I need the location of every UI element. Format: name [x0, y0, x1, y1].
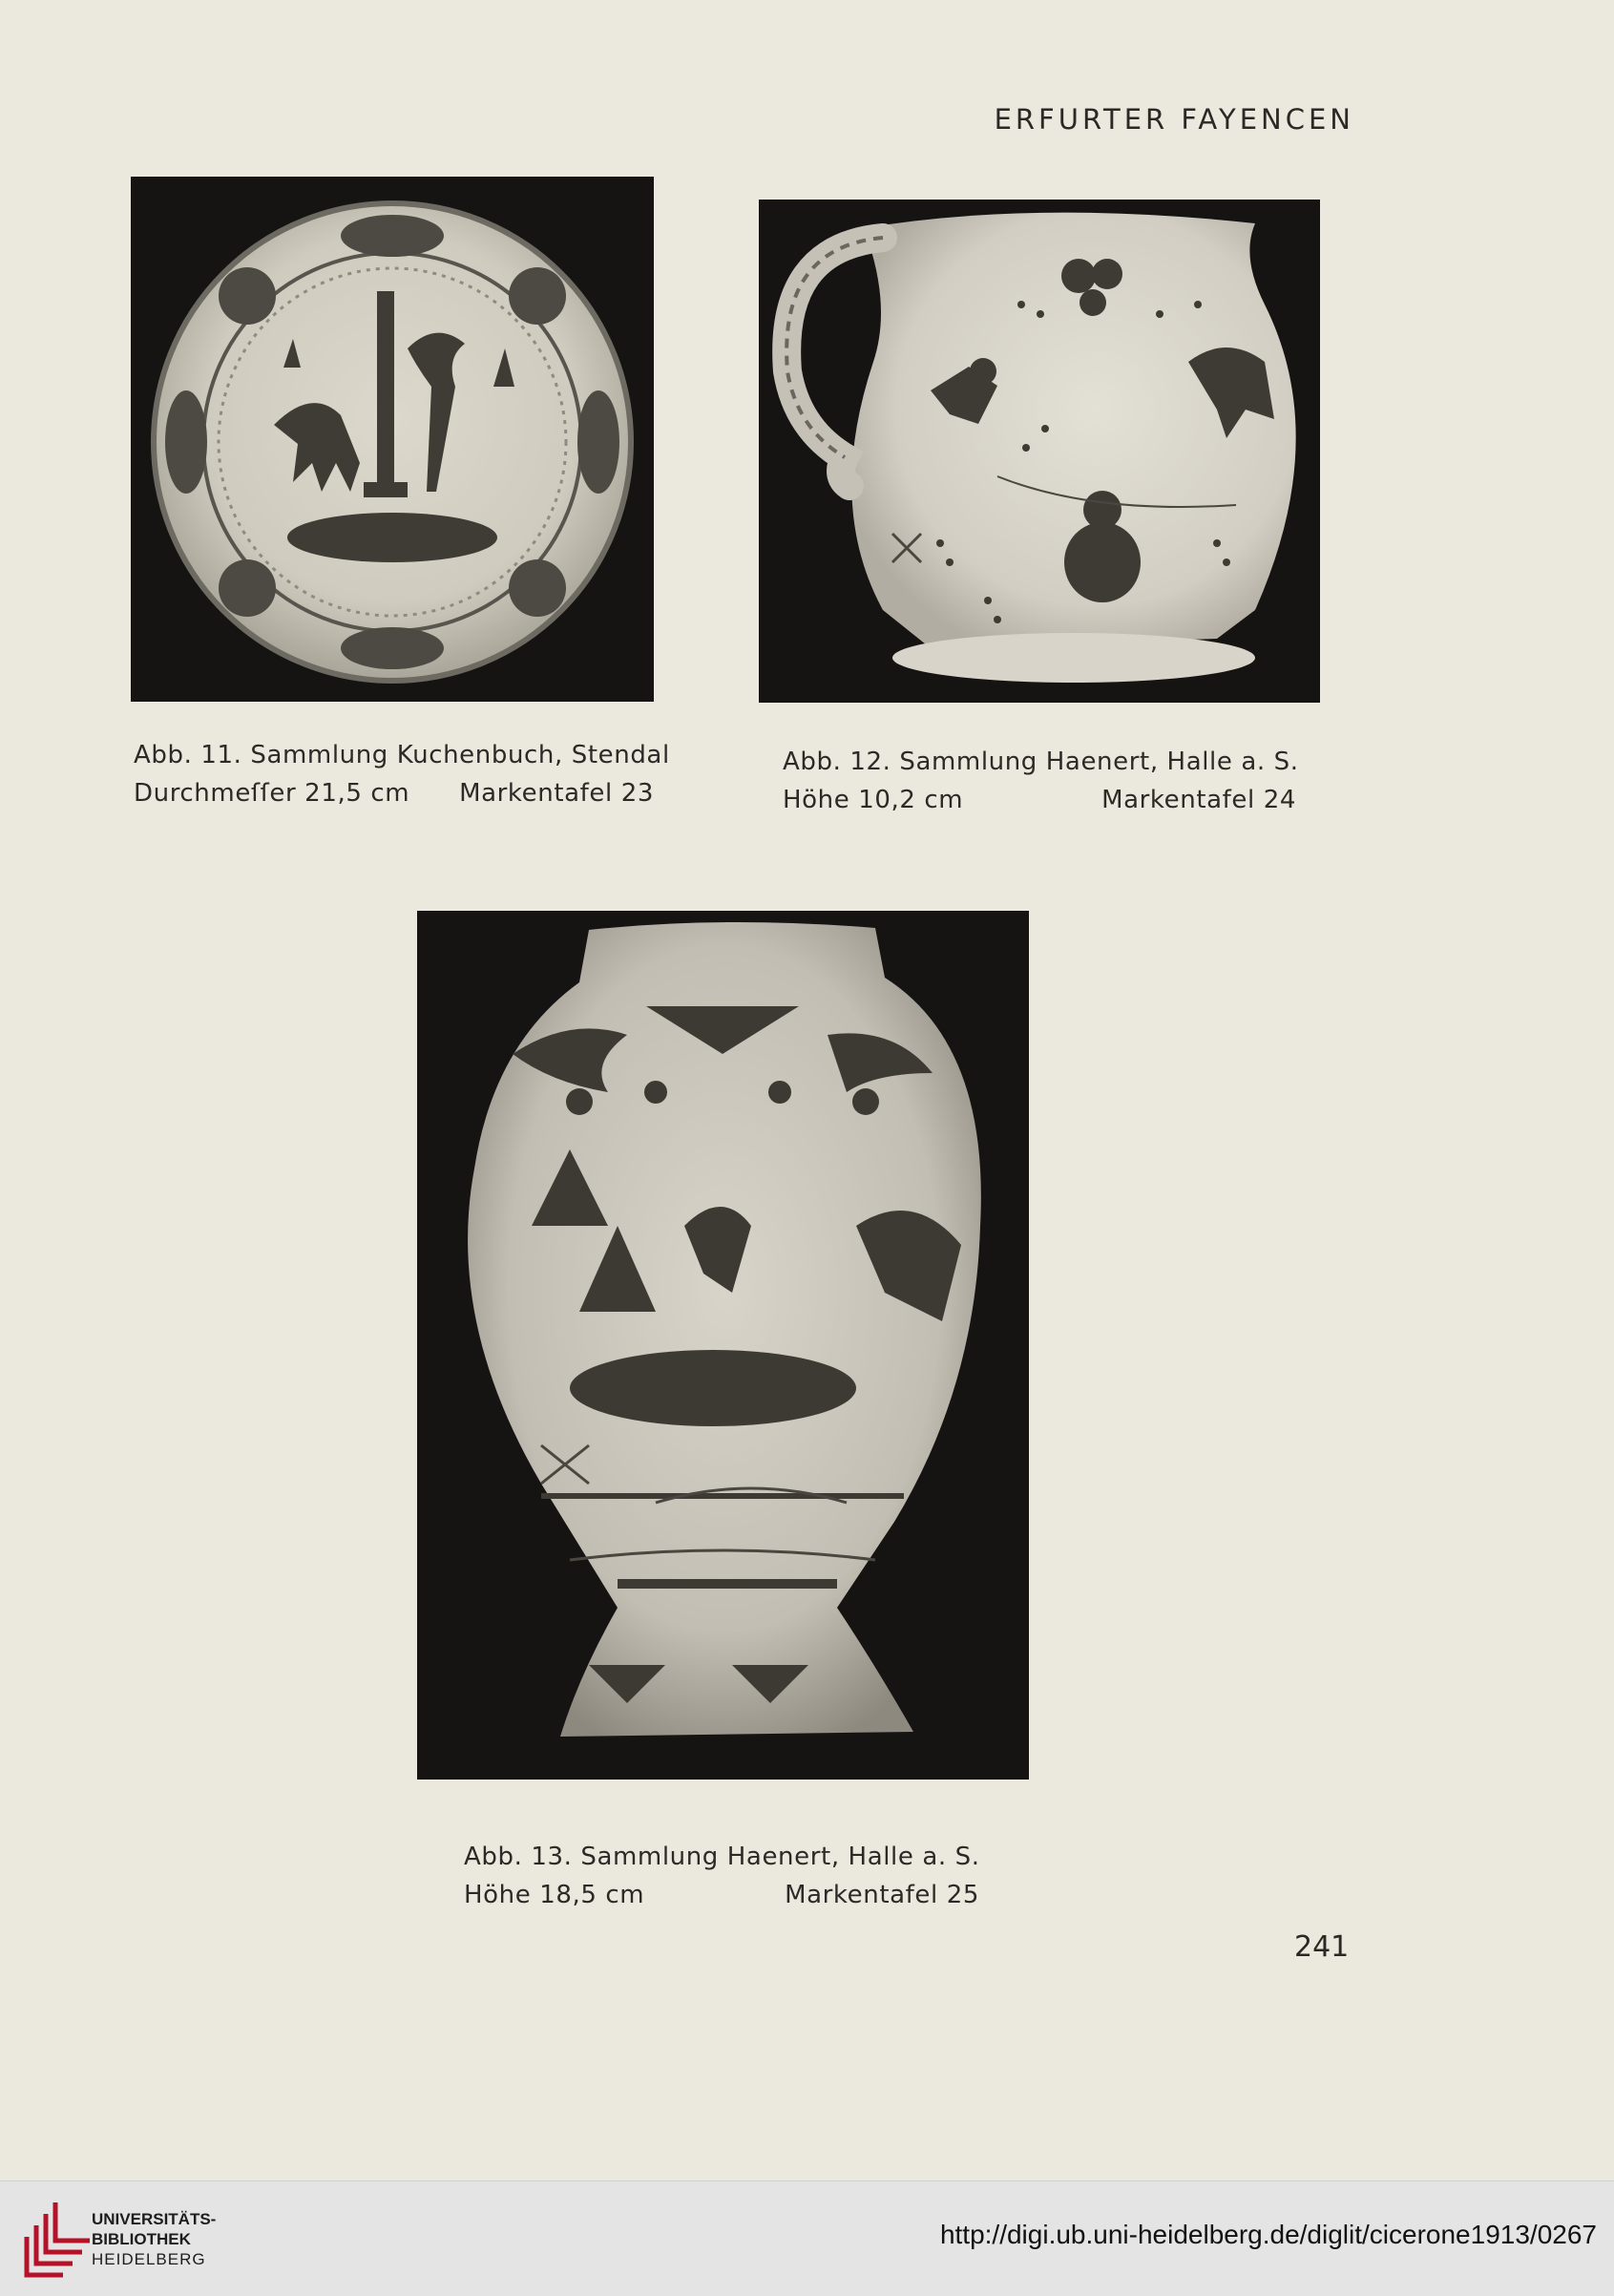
- library-name: [92, 2209, 216, 2269]
- digitization-footer: [0, 2180, 1614, 2296]
- figure-13-photo: [417, 911, 1029, 1780]
- library-name-line3: HEIDELBERG: [92, 2250, 206, 2268]
- figure-11-mark-plate: Markentafel 23: [459, 779, 654, 808]
- page-number: 241: [1294, 1930, 1350, 1964]
- figure-11-photo: [131, 177, 654, 702]
- library-name-line1: UNIVERSITÄTS-: [92, 2210, 217, 2228]
- figure-11-caption: [134, 736, 670, 812]
- figure-11-dimension: Durchmeſſer 21,5 cm: [134, 779, 410, 808]
- figure-12-caption: [783, 743, 1299, 819]
- figure-12-mark-plate: Markentafel 24: [1101, 786, 1296, 814]
- figure-12-caption-title: Abb. 12. Sammlung Haenert, Halle a. S.: [783, 748, 1299, 776]
- running-head: ERFURTER FAYENCEN: [994, 103, 1354, 136]
- figure-13-dimension: Höhe 18,5 cm: [464, 1881, 645, 1909]
- figure-13-caption-title: Abb. 13. Sammlung Haenert, Halle a. S.: [464, 1843, 980, 1871]
- figure-13-mark-plate: Markentafel 25: [785, 1881, 979, 1909]
- library-name-line2: BIBLIOTHEK: [92, 2230, 191, 2248]
- figure-11-caption-title: Abb. 11. Sammlung Kuchenbuch, Stendal: [134, 741, 670, 769]
- source-url-link[interactable]: http://digi.ub.uni-heidelberg.de/diglit/cicerone1913/0267: [939, 2220, 1597, 2249]
- figure-13-caption: [464, 1838, 979, 1914]
- figure-12-photo: [759, 200, 1320, 703]
- library-logo-icon: [21, 2199, 90, 2279]
- figure-12-dimension: Höhe 10,2 cm: [783, 786, 964, 814]
